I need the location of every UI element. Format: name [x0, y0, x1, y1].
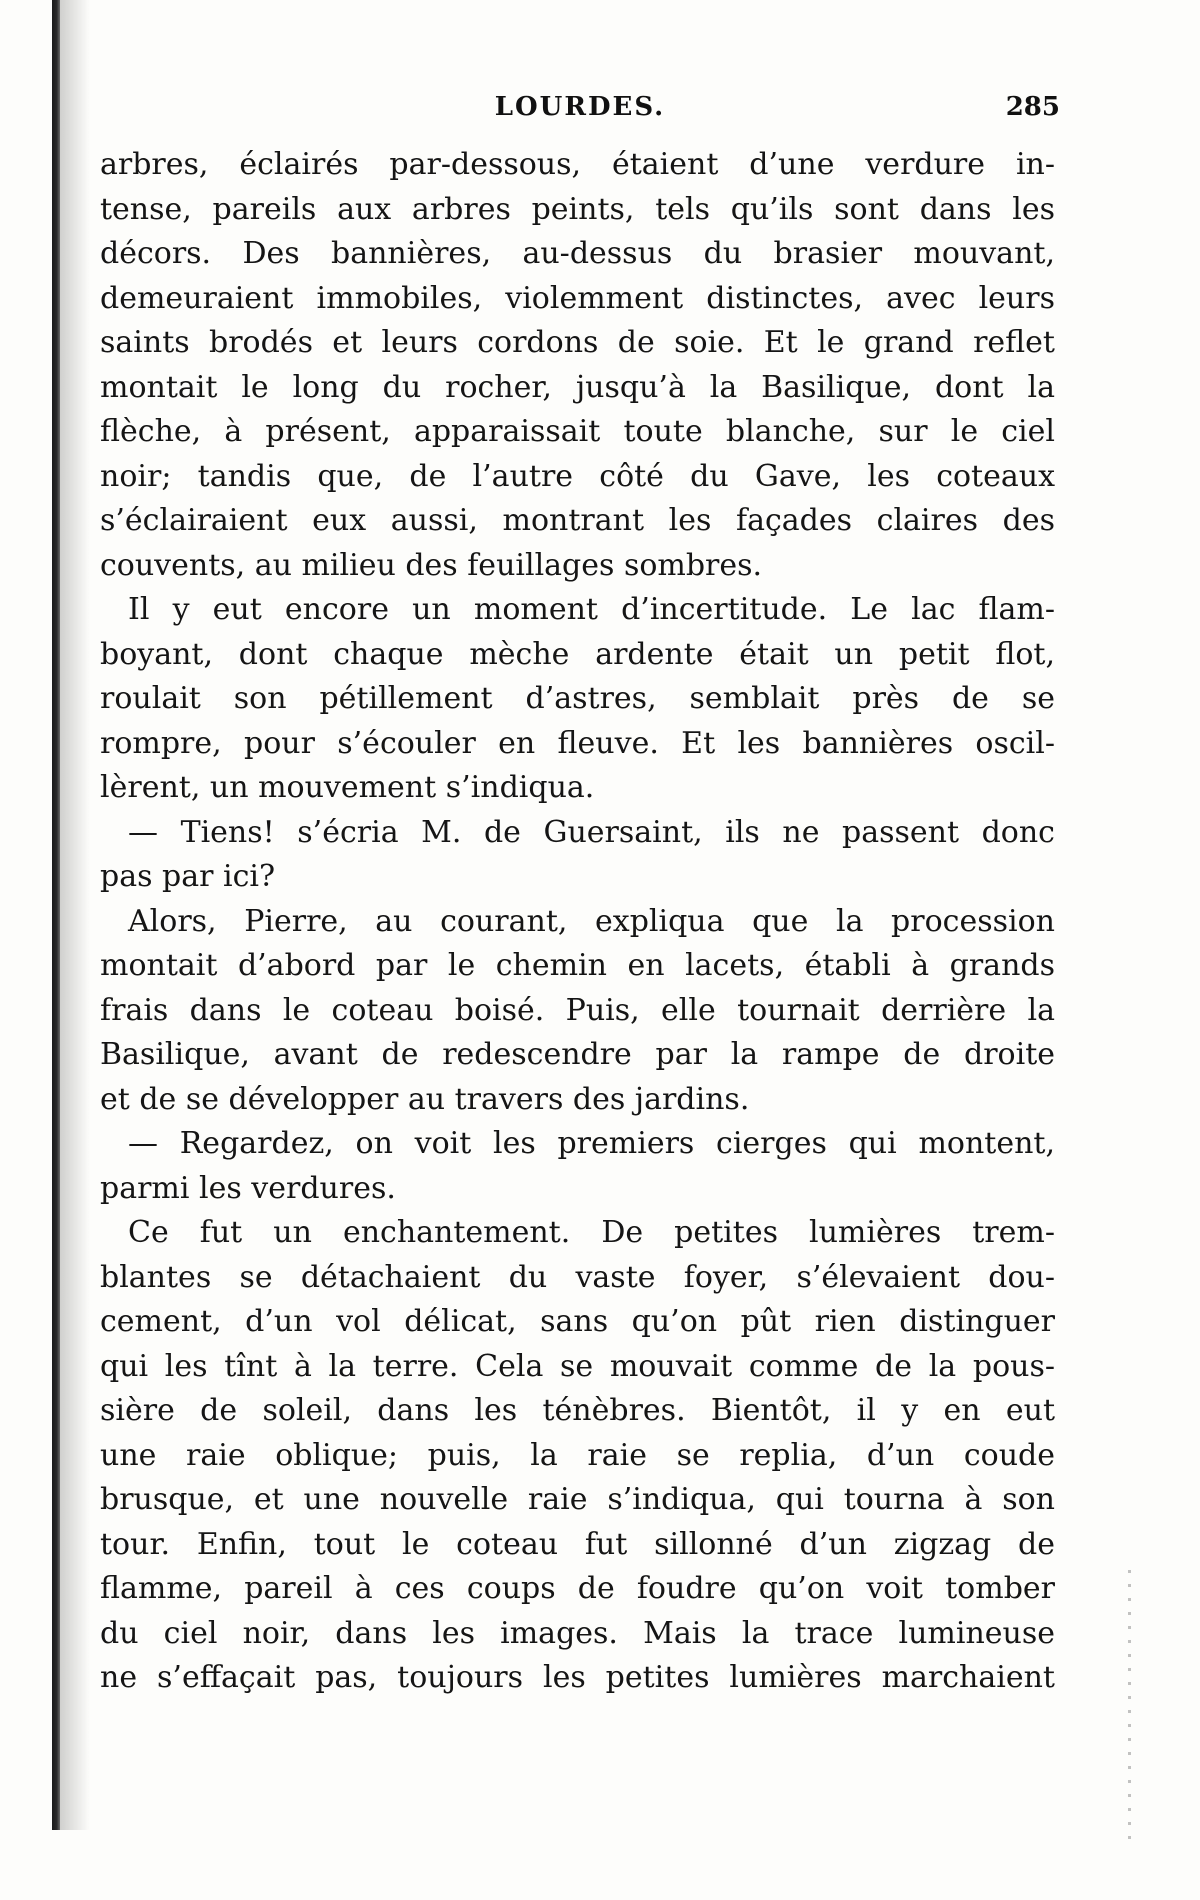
text-line: boyant, dont chaque mèche ardente était un petit flot,	[100, 636, 1055, 672]
text-line: ne s’effaçait pas, toujours les petites lumières marchaient	[100, 1660, 1055, 1695]
text-line: tense, pareils aux arbres peints, tels qu’ils sont dans les	[100, 191, 1055, 227]
text-line: — Regardez, on voit les premiers cierges qui montent,	[128, 1126, 1055, 1161]
text-line: noir; tandis que, de l’autre côté du Gave, les coteaux	[100, 458, 1055, 494]
text-line: montait d’abord par le chemin en lacets, établi à grands	[100, 948, 1055, 983]
page-header	[100, 92, 1060, 132]
text-line: cement, d’un vol délicat, sans qu’on pût rien distinguer	[100, 1304, 1055, 1339]
text-line: rompre, pour s’écouler en fleuve. Et les bannières oscil-	[100, 725, 1055, 761]
text-line: décors. Des bannières, au-dessus du brasier mouvant,	[100, 236, 1055, 271]
binding-shadow	[60, 0, 90, 1830]
running-head: LOURDES.	[494, 92, 666, 122]
text-line: parmi les verdures.	[100, 1170, 396, 1206]
text-line: demeuraient immobiles, violemment distinctes, avec leurs	[100, 280, 1055, 316]
page-number: 285	[1005, 92, 1060, 122]
text-line: couvents, au milieu des feuillages sombres.	[100, 547, 763, 583]
text-line: saints brodés et leurs cordons de soie. Et le grand reflet	[100, 325, 1055, 360]
text-line: blantes se détachaient du vaste foyer, s’élevaient dou-	[100, 1259, 1055, 1295]
text-line: Ce fut un enchantement. De petites lumières trem-	[128, 1215, 1055, 1250]
text-line: flamme, pareil à ces coups de foudre qu’on voit tomber	[100, 1571, 1055, 1606]
text-line: Il y eut encore un moment d’incertitude. Le lac flam-	[128, 592, 1055, 627]
binding-edge	[52, 0, 60, 1830]
text-line: et de se développer au travers des jardins.	[100, 1081, 750, 1117]
text-line: — Tiens! s’écria M. de Guersaint, ils ne passent donc	[128, 814, 1055, 850]
text-line: flèche, à présent, apparaissait toute blanche, sur le ciel	[100, 414, 1055, 449]
text-line: frais dans le coteau boisé. Puis, elle tournait derrière la	[100, 992, 1055, 1028]
text-line: arbres, éclairés par-dessous, étaient d’une verdure in-	[100, 147, 1055, 182]
body-text	[100, 143, 1055, 1701]
text-line: lèrent, un mouvement s’indiqua.	[100, 770, 595, 805]
text-line: Alors, Pierre, au courant, expliqua que la procession	[128, 903, 1055, 939]
text-line: une raie oblique; puis, la raie se replia, d’un coude	[100, 1437, 1055, 1473]
text-line: montait le long du rocher, jusqu’à la Basilique, dont la	[100, 369, 1055, 405]
text-line: Basilique, avant de redescendre par la rampe de droite	[100, 1037, 1055, 1072]
text-line: qui les tînt à la terre. Cela se mouvait comme de la pous-	[100, 1348, 1055, 1384]
text-line: tour. Enfin, tout le coteau fut sillonné d’un zigzag de	[100, 1526, 1055, 1562]
scan-specks	[1128, 1570, 1131, 1850]
text-line: brusque, et une nouvelle raie s’indiqua, qui tourna à son	[100, 1482, 1055, 1517]
text-line: du ciel noir, dans les images. Mais la trace lumineuse	[100, 1615, 1055, 1651]
text-line: s’éclairaient eux aussi, montrant les façades claires des	[100, 503, 1055, 538]
text-line: pas par ici?	[100, 859, 276, 894]
text-line: sière de soleil, dans les ténèbres. Bientôt, il y en eut	[100, 1393, 1055, 1428]
text-line: roulait son pétillement d’astres, semblait près de se	[100, 681, 1055, 716]
